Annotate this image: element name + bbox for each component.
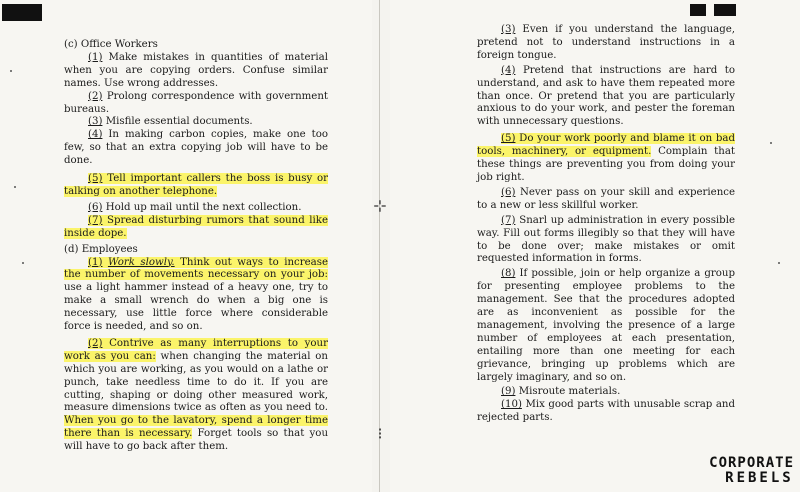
employee-item-9: (9) Misroute materials. <box>501 386 621 398</box>
book-gutter <box>365 0 395 492</box>
binding-mark-icon: ⁝ <box>377 424 383 443</box>
redaction-block <box>714 4 736 16</box>
section-heading-office-workers: (c) Office Workers <box>64 39 158 50</box>
employee-item-5: (5) Do your work poorly and blame it on bad tools, machinery, or equipment. Complain that these things are preventing you from doing your job right. <box>477 133 736 183</box>
office-item-5: (5) Tell important callers the boss is busy or talking on another telephone. <box>64 173 328 197</box>
office-item-1: (1) Make mistakes in quantities of material when you are copying orders. Confuse similar names. Use wrong addresses. <box>64 51 328 89</box>
employee-item-8: (8) If possible, join or help organize a group for presenting employee problems to the management. See that the procedures adopted are as inconvenient as possible for the management, involving the presence of a large number of employees at each presentation, entailing more than one meeting for each grievance, bringing up problems which are largely imaginary, and so on. <box>477 268 735 383</box>
office-item-3: (3) Misfile essential documents. <box>88 116 253 128</box>
employee-item-3: (3) Even if you understand the language, pretend not to understand instructions in a foreign tongue. <box>477 24 735 61</box>
office-item-6: (6) Hold up mail until the next collection. <box>88 201 302 213</box>
logo-line-1: CORPORATE <box>709 455 794 471</box>
section-heading-employees: (d) Employees <box>64 243 138 255</box>
office-item-2: (2) Prolong correspondence with government bureaus. <box>64 90 328 115</box>
employee-item-4: (4) Pretend that instructions are hard to understand, and ask to have them repeated more than once. Or pretend that you are particularly anxious to do your work, and pester the foreman with unnecessary questions. <box>477 64 735 128</box>
left-column <box>64 37 328 454</box>
corporate-rebels-logo <box>709 456 794 486</box>
redaction-block <box>690 4 706 16</box>
binding-mark-icon: ⊹ <box>373 196 387 215</box>
employee-item-2: (2) Contrive as many interruptions to your work as you can: when changing the material on which you are working, as you would on a lathe or punch, take needless time to do it. If you are cutting, shaping or doing other measured work, measure dimensions twice as often as you need to. When you go to the lavatory, spend a longer time there than is necessary. Forget tools so that you will have to go back after them. <box>64 337 328 453</box>
logo-line-2: REBELS <box>725 470 794 486</box>
employee-item-10: (10) Mix good parts with unusable scrap and rejected parts. <box>477 399 735 424</box>
employee-item-6: (6) Never pass on your skill and experience to a new or less skillful worker. <box>477 186 735 211</box>
employee-item-7: (7) Snarl up administration in every possible way. Fill out forms illegibly so that they will have to be done over; make mistakes or omit requested information in forms. <box>477 214 735 265</box>
office-item-4: (4) In making carbon copies, make one too few, so that an extra copying job will have to be done. <box>64 129 328 167</box>
right-column <box>477 24 735 425</box>
redaction-block <box>2 4 42 21</box>
office-item-7: (7) Spread disturbing rumors that sound like inside dope. <box>64 214 328 239</box>
employee-item-1: (1) Work slowly. Think out ways to increase the number of movements necessary on your job: use a light hammer instead of a heavy one, try to make a small wrench do when a big one is necessary, use little force where considerable force is needed, and so on. <box>64 256 328 333</box>
